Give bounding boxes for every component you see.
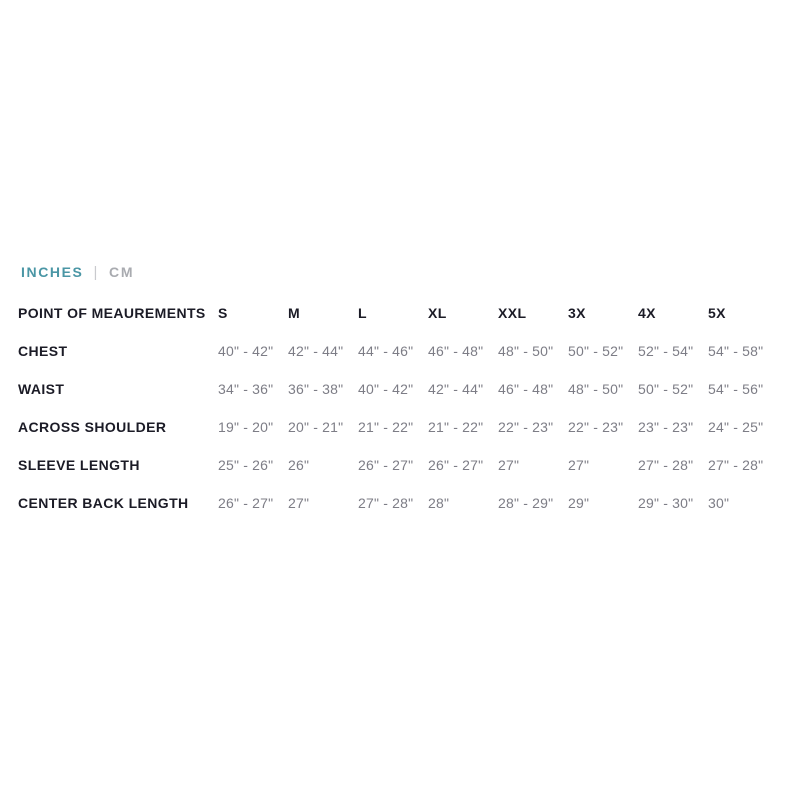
measurement-value: 50" - 52" [568, 343, 624, 359]
measurement-value: 27" - 28" [638, 457, 694, 473]
measurement-value: 27" - 28" [708, 457, 764, 473]
measurement-value: 27" [568, 457, 590, 473]
measurement-value: 42" - 44" [288, 343, 344, 359]
row-label-sleeve-length: SLEEVE LENGTH [18, 457, 140, 473]
measurement-value: 27" [498, 457, 520, 473]
table-row-waist [18, 381, 784, 419]
measurement-value: 26" - 27" [218, 495, 274, 511]
column-header-size-m: M [288, 305, 301, 321]
measurement-value: 20" - 21" [288, 419, 344, 435]
measurement-value: 23" - 23" [638, 419, 694, 435]
measurement-value: 40" - 42" [218, 343, 274, 359]
column-header-size-5x: 5X [708, 305, 726, 321]
measurement-value: 46" - 48" [498, 381, 554, 397]
measurement-value: 29" - 30" [638, 495, 694, 511]
measurement-value: 26" [288, 457, 310, 473]
measurement-value: 27" [288, 495, 310, 511]
unit-inches-link[interactable]: INCHES [21, 264, 84, 280]
measurement-value: 34" - 36" [218, 381, 274, 397]
measurement-value: 26" - 27" [358, 457, 414, 473]
unit-cm-link[interactable]: CM [109, 264, 135, 280]
measurement-value: 22" - 23" [498, 419, 554, 435]
unit-toggle-divider: | [93, 263, 99, 281]
measurement-value: 19" - 20" [218, 419, 274, 435]
measurement-value: 54" - 58" [708, 343, 764, 359]
table-row-chest [18, 343, 784, 381]
measurement-value: 50" - 52" [638, 381, 694, 397]
column-header-measurement: POINT OF MEAUREMENTS [18, 305, 206, 321]
measurement-value: 26" - 27" [428, 457, 484, 473]
measurement-value: 21" - 22" [358, 419, 414, 435]
measurement-value: 42" - 44" [428, 381, 484, 397]
measurement-value: 21" - 22" [428, 419, 484, 435]
measurement-value: 27" - 28" [358, 495, 414, 511]
table-row-sleeve-length [18, 457, 784, 495]
table-header-row [18, 305, 784, 343]
measurement-value: 48" - 50" [568, 381, 624, 397]
measurement-value: 25" - 26" [218, 457, 274, 473]
column-header-size-xxl: XXL [498, 305, 527, 321]
measurement-value: 28" [428, 495, 450, 511]
size-chart-table [18, 305, 784, 533]
row-label-center-back-length: CENTER BACK LENGTH [18, 495, 189, 511]
measurement-value: 48" - 50" [498, 343, 554, 359]
measurement-value: 54" - 56" [708, 381, 764, 397]
measurement-value: 28" - 29" [498, 495, 554, 511]
column-header-size-l: L [358, 305, 367, 321]
unit-toggle [21, 263, 784, 281]
measurement-value: 44" - 46" [358, 343, 414, 359]
measurement-value: 30" [708, 495, 730, 511]
size-chart-page [18, 263, 784, 533]
table-row-across-shoulder [18, 419, 784, 457]
measurement-value: 52" - 54" [638, 343, 694, 359]
measurement-value: 46" - 48" [428, 343, 484, 359]
table-row-center-back-length [18, 495, 784, 533]
measurement-value: 24" - 25" [708, 419, 764, 435]
measurement-value: 36" - 38" [288, 381, 344, 397]
row-label-chest: CHEST [18, 343, 68, 359]
row-label-waist: WAIST [18, 381, 65, 397]
measurement-value: 22" - 23" [568, 419, 624, 435]
measurement-value: 29" [568, 495, 590, 511]
row-label-across-shoulder: ACROSS SHOULDER [18, 419, 167, 435]
column-header-size-s: S [218, 305, 228, 321]
measurement-value: 40" - 42" [358, 381, 414, 397]
column-header-size-4x: 4X [638, 305, 656, 321]
column-header-size-xl: XL [428, 305, 447, 321]
column-header-size-3x: 3X [568, 305, 586, 321]
